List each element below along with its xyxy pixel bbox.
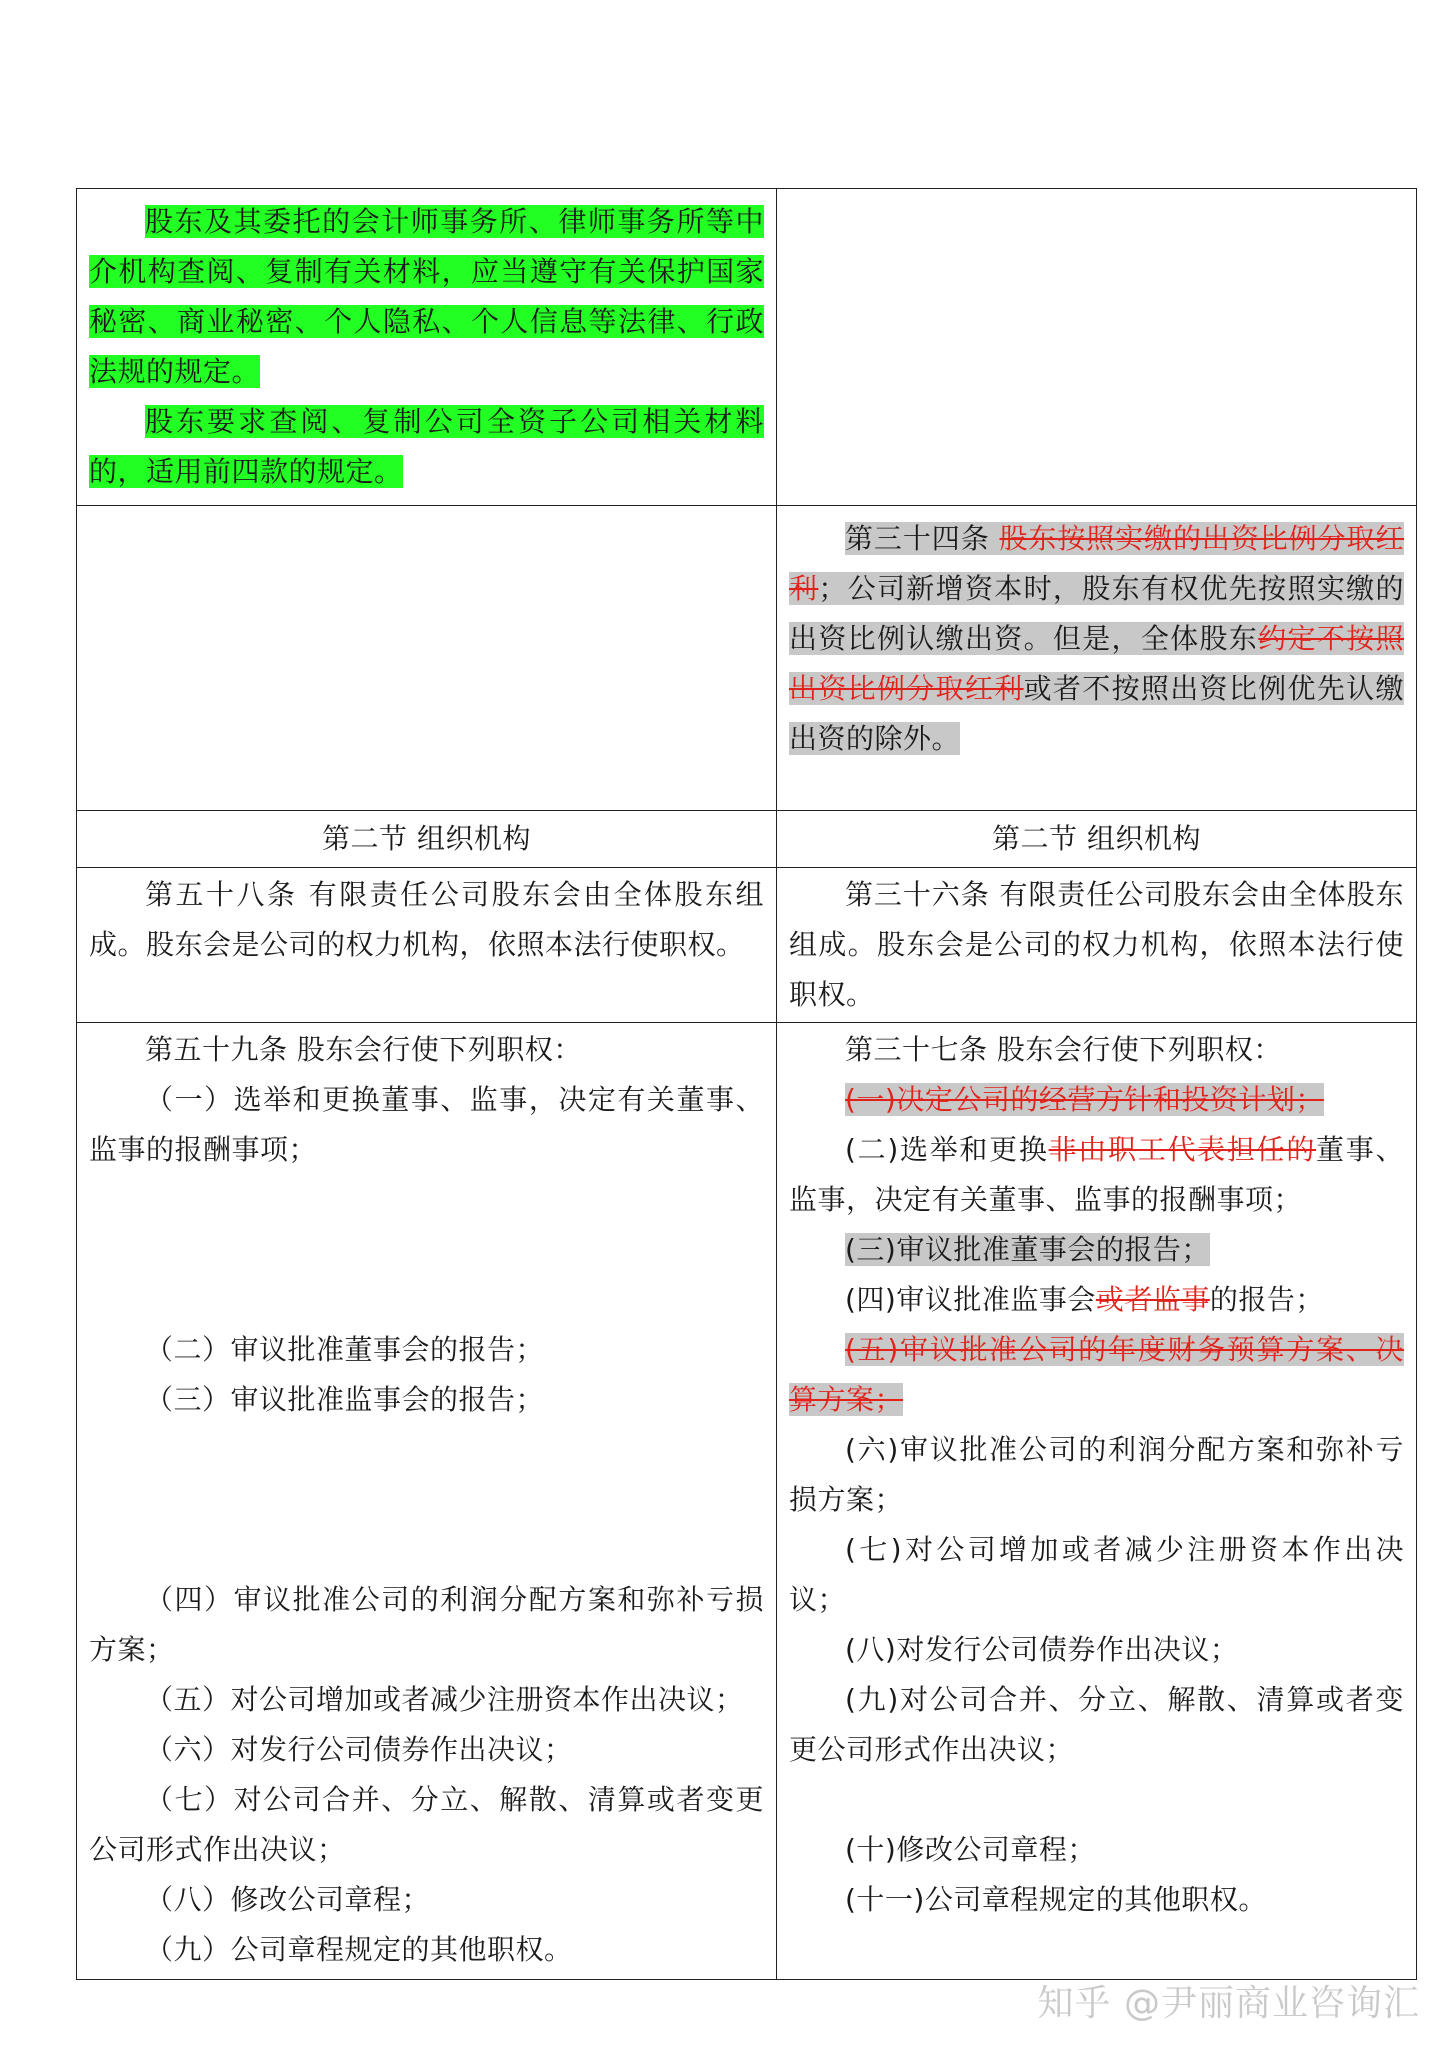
table-row	[77, 1023, 1417, 1980]
article-37-heading: 第三十七条 股东会行使下列职权：	[845, 1033, 1282, 1066]
deleted-text: 约定不按照出资比例分取红利	[789, 622, 1404, 705]
highlighted-text	[789, 522, 1404, 755]
list-item	[789, 1325, 1404, 1425]
article-text: ；公司新增资本时，股东有权优先按照实缴的出资比例认缴出资。但是，全体股东	[789, 572, 1404, 655]
list-item: （三）审议批准监事会的报告；	[145, 1383, 545, 1416]
table-cell-left	[77, 1023, 777, 1980]
article-58: 第五十八条 有限责任公司股东会由全体股东组成。股东会是公司的权力机构，依照本法行使职权。	[89, 878, 764, 961]
deleted-text: 或者监事	[1095, 1283, 1210, 1316]
table-cell-left	[77, 189, 777, 506]
list-item	[789, 1125, 1404, 1225]
article-text: 或者不按照出资比例优先认缴出资的除外。	[789, 672, 1404, 755]
list-item: (十一)公司章程规定的其他职权。	[845, 1883, 1267, 1916]
list-item: （九）公司章程规定的其他职权。	[145, 1933, 573, 1966]
table-cell-right	[777, 1023, 1417, 1980]
list-item: （六）对发行公司债券作出决议；	[145, 1733, 573, 1766]
list-item: （一）选举和更换董事、监事，决定有关董事、监事的报酬事项；	[89, 1083, 764, 1166]
deleted-text: (一)决定公司的经营方针和投资计划；	[845, 1083, 1324, 1116]
deleted-text: (五)审议批准公司的年度财务预算方案、决算方案；	[789, 1333, 1404, 1416]
item-text: (二)选举和更换	[845, 1133, 1049, 1166]
item-text: 的报告；	[1209, 1283, 1324, 1316]
list-item: （五）对公司增加或者减少注册资本作出决议；	[145, 1683, 744, 1716]
comparison-table	[76, 188, 1417, 1980]
list-item: (八)对发行公司债券作出决议；	[845, 1633, 1239, 1666]
item-text: 董事、监事，决定有关董事、监事的报酬事项；	[789, 1133, 1404, 1216]
list-item: (七)对公司增加或者减少注册资本作出决议；	[789, 1533, 1404, 1616]
list-item	[789, 1275, 1404, 1325]
deleted-text: 非由职工代表担任的	[1048, 1133, 1317, 1166]
list-item: （二）审议批准董事会的报告；	[145, 1333, 545, 1366]
highlighted-text: (三)审议批准董事会的报告；	[845, 1233, 1210, 1266]
list-item: (六)审议批准公司的利润分配方案和弥补亏损方案；	[789, 1433, 1404, 1516]
article-text: 第三十四条	[845, 522, 1000, 555]
table-row	[77, 811, 1417, 868]
spacer	[89, 1425, 764, 1575]
article-59-heading: 第五十九条 股东会行使下列职权：	[145, 1033, 582, 1066]
table-cell-left	[77, 811, 777, 868]
table-cell-right	[777, 811, 1417, 868]
comparison-table-wrapper	[76, 188, 1404, 1980]
list-item: (十)修改公司章程；	[845, 1833, 1096, 1866]
section-title: 第二节 组织机构	[322, 822, 531, 855]
item-text: (四)审议批准监事会	[845, 1283, 1096, 1316]
spacer	[89, 1175, 764, 1325]
article-34	[789, 514, 1404, 764]
section-title: 第二节 组织机构	[992, 822, 1201, 855]
table-cell-right	[777, 189, 1417, 506]
highlighted-text: 股东及其委托的会计师事务所、律师事务所等中介机构查阅、复制有关材料，应当遵守有关保护国家秘密、商业秘密、个人隐私、个人信息等法律、行政法规的规定。	[89, 205, 764, 388]
table-cell-left	[77, 506, 777, 811]
deleted-text: 股东按照实缴的出资比例分取红利	[789, 522, 1404, 605]
list-item: (九)对公司合并、分立、解散、清算或者变更公司形式作出决议；	[789, 1683, 1404, 1766]
list-item: （八）修改公司章程；	[145, 1883, 431, 1916]
paragraph	[89, 397, 764, 497]
paragraph	[89, 197, 764, 397]
table-cell-left	[77, 868, 777, 1023]
list-item: （四）审议批准公司的利润分配方案和弥补亏损方案；	[89, 1583, 764, 1666]
table-row	[77, 868, 1417, 1023]
list-item: （七）对公司合并、分立、解散、清算或者变更公司形式作出决议；	[89, 1783, 764, 1866]
table-row	[77, 506, 1417, 811]
list-item	[789, 1075, 1404, 1125]
watermark: 知乎 @尹丽商业咨询汇	[1037, 1983, 1420, 2024]
table-row	[77, 189, 1417, 506]
table-cell-right	[777, 506, 1417, 811]
article-36: 第三十六条 有限责任公司股东会由全体股东组成。股东会是公司的权力机构，依照本法行使职权。	[789, 878, 1404, 1011]
list-item	[789, 1225, 1404, 1275]
highlighted-text: 股东要求查阅、复制公司全资子公司相关材料的，适用前四款的规定。	[89, 405, 764, 488]
table-cell-right	[777, 868, 1417, 1023]
spacer	[789, 1775, 1404, 1825]
